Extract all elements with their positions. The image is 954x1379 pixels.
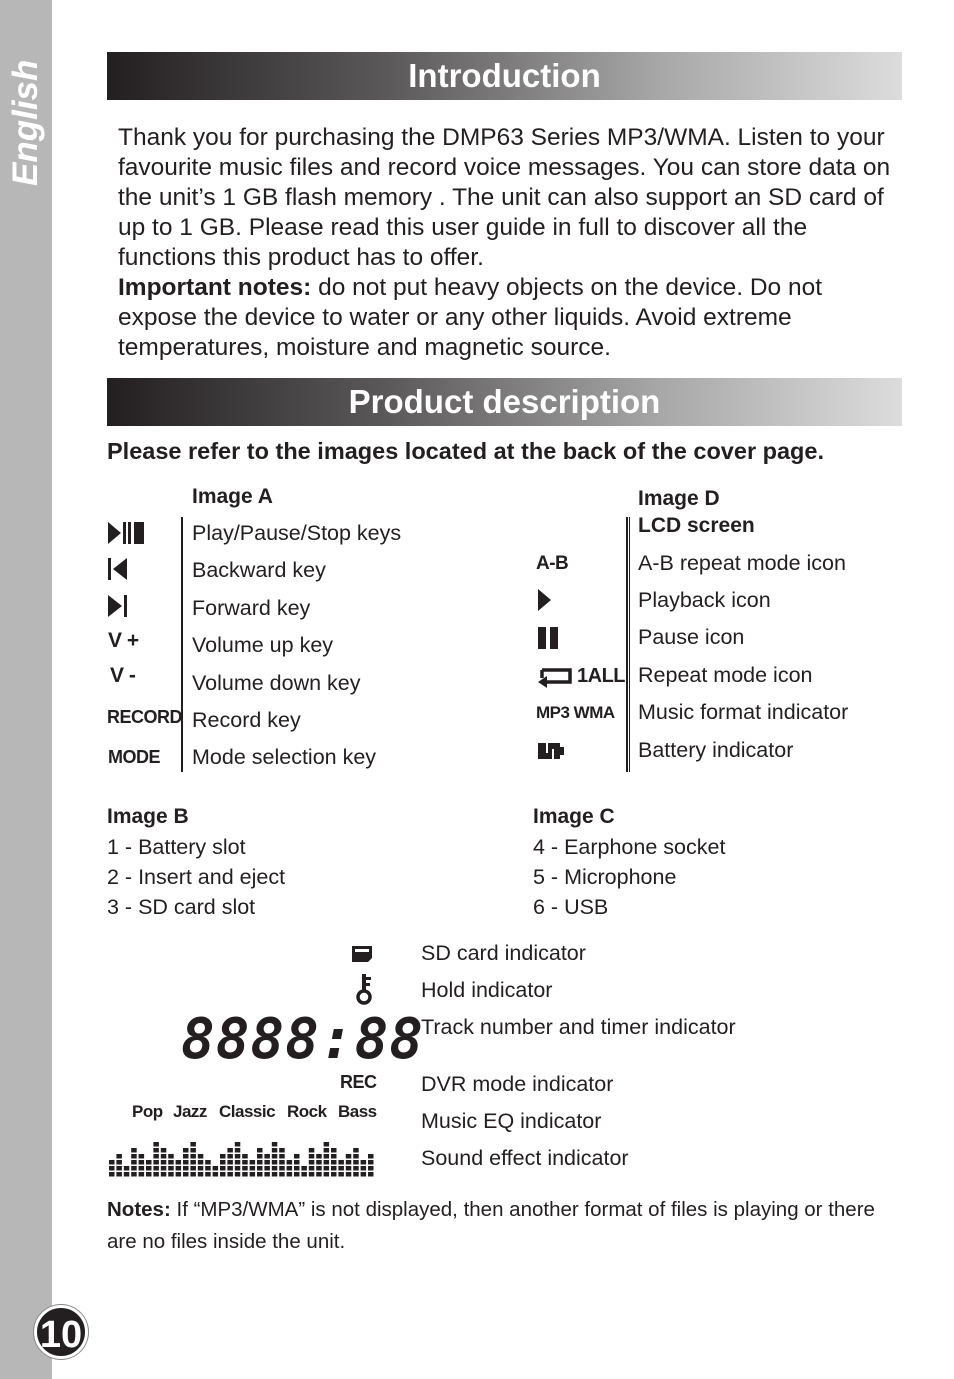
eq-bar-segment [131,1154,137,1159]
eq-bar-segment [353,1148,359,1153]
eq-bar-segment [176,1160,182,1165]
eq-bar-segment [338,1160,344,1165]
eq-bar-segment [235,1154,241,1159]
eq-bar-segment [361,1172,367,1177]
image-a-divider [181,517,183,772]
eq-bar-segment [168,1154,174,1159]
eq-bar-segment [168,1166,174,1171]
eq-bar-segment [190,1166,196,1171]
lcd-label-1: Hold indicator [421,978,553,1002]
image-d-label-3: Repeat mode icon [638,663,813,687]
play-pause-stop-icon [107,520,147,546]
image-c-item-2: 6 - USB [533,895,609,919]
eq-bar-segment [190,1148,196,1153]
eq-bar-segment [257,1166,263,1171]
eq-bar-segment [227,1166,233,1171]
eq-bar-segment [338,1166,344,1171]
eq-bar-segment [227,1148,233,1153]
eq-bar-segment [316,1172,322,1177]
eq-bar-segment [139,1154,145,1159]
eq-bar-segment [309,1154,315,1159]
eq-bar-segment [198,1154,204,1159]
eq-bar-segment [279,1160,285,1165]
eq-bar-segment [264,1160,270,1165]
sd-card-icon [350,945,374,968]
eq-bar-segment [168,1160,174,1165]
ab-repeat-icon: A-B [536,553,569,574]
eq-bar-segment [153,1148,159,1153]
eq-bar-segment [131,1172,137,1177]
eq-bar-segment [139,1172,145,1177]
eq-bar-segment [346,1160,352,1165]
eq-bar-segment [198,1172,204,1177]
lcd-label-2: Track number and timer indicator [421,1015,736,1039]
eq-bar-segment [353,1166,359,1171]
eq-bar-segment [146,1166,152,1171]
image-d-label-5: Battery indicator [638,738,794,762]
eq-bar-segment [257,1154,263,1159]
eq-bar-segment [153,1166,159,1171]
eq-bar-segment [257,1160,263,1165]
lcd-label-5: Sound effect indicator [421,1146,629,1170]
eq-bar-segment [331,1166,337,1171]
eq-bar-segment [242,1172,248,1177]
eq-bar-segment [331,1172,337,1177]
eq-bar-segment [316,1154,322,1159]
eq-bar-segment [235,1166,241,1171]
eq-bar-segment [279,1166,285,1171]
image-b-heading: Image B [107,805,189,828]
eq-bar-segment [146,1160,152,1165]
image-d-label-1: Playback icon [638,588,771,612]
eq-bar-segment [294,1160,300,1165]
image-c-heading: Image C [533,805,615,828]
eq-bar-segment [272,1148,278,1153]
eq-bar-segment [242,1160,248,1165]
image-a-label-3: Volume up key [192,633,334,657]
volume-down-icon: V - [110,664,136,687]
hold-key-icon [354,973,374,1010]
image-a-label-1: Backward key [192,558,326,582]
page-number: 10 [34,1305,88,1359]
eq-bar-segment [183,1148,189,1153]
lcd-digits: 8888:88 [181,1007,425,1072]
eq-bar-segment [316,1166,322,1171]
image-c-item-0: 4 - Earphone socket [533,835,726,859]
eq-classic: Classic [219,1102,276,1121]
image-c-item-1: 5 - Microphone [533,865,677,889]
eq-bar-segment [324,1160,330,1165]
notes [107,1194,907,1258]
introduction-text [118,123,902,363]
eq-bar-segment [301,1172,307,1177]
important-notes-label: Important notes: [118,274,312,301]
image-a-label-6: Mode selection key [192,745,377,769]
eq-bar-segment [324,1142,330,1147]
eq-bar-segment [220,1166,226,1171]
eq-bar-segment [368,1166,374,1171]
eq-bar-segment [353,1172,359,1177]
image-d-heading: Image D [638,487,720,510]
repeat-all-label: 1ALL [577,665,625,687]
eq-bar-segment [294,1154,300,1159]
backward-icon [107,556,131,582]
eq-bar-segment [183,1154,189,1159]
eq-bar-segment [116,1154,122,1159]
eq-bar-segment [190,1160,196,1165]
lcd-label-3: DVR mode indicator [421,1072,614,1096]
eq-bar-segment [153,1172,159,1177]
image-a-label-2: Forward key [192,596,311,620]
eq-bar-segment [324,1148,330,1153]
eq-bar-segment [190,1172,196,1177]
eq-bar-segment [279,1172,285,1177]
eq-bar-segment [257,1172,263,1177]
eq-bar-segment [279,1148,285,1153]
eq-bar-segment [346,1166,352,1171]
eq-bar-segment [272,1172,278,1177]
eq-jazz: Jazz [173,1102,207,1121]
eq-bar-segment [309,1160,315,1165]
eq-bar-segment [242,1166,248,1171]
notes-label: Notes: [107,1198,171,1221]
eq-bar-segment [198,1166,204,1171]
image-d-label-4: Music format indicator [638,700,849,724]
eq-bar-segment [331,1160,337,1165]
lcd-rec-label: REC [340,1072,377,1092]
eq-bar-segment [272,1142,278,1147]
eq-bar-segment [190,1142,196,1147]
eq-bar-segment [176,1166,182,1171]
image-d-subheading: LCD screen [638,514,755,537]
eq-bar-segment [309,1172,315,1177]
eq-bar-segment [227,1160,233,1165]
eq-bar-segment [353,1154,359,1159]
eq-bar-segment [146,1172,152,1177]
eq-bar-segment [368,1160,374,1165]
image-d-divider-1 [626,517,628,772]
eq-bar-segment [361,1166,367,1171]
image-b-item-0: 1 - Battery slot [107,835,246,859]
eq-bass: Bass [338,1102,377,1121]
eq-bar-segment [353,1160,359,1165]
eq-bar-segment [205,1172,211,1177]
eq-bar-segment [338,1172,344,1177]
eq-bar-segment [257,1148,263,1153]
play-triangle-icon [537,588,553,614]
eq-bar-segment [116,1160,122,1165]
eq-bar-segment [368,1154,374,1159]
eq-bar-segment [279,1154,285,1159]
eq-bar-segment [205,1166,211,1171]
eq-bar-segment [227,1172,233,1177]
image-b-item-1: 2 - Insert and eject [107,865,286,889]
eq-bar-segment [153,1154,159,1159]
eq-bar-segment [131,1160,137,1165]
eq-bar-segment [124,1166,130,1171]
eq-bar-segment [250,1166,256,1171]
eq-bar-segment [346,1172,352,1177]
eq-bar-segment [264,1172,270,1177]
eq-bar-segment [324,1154,330,1159]
eq-bar-segment [176,1172,182,1177]
eq-bar-segment [235,1172,241,1177]
product-description-heading: Product description [107,378,902,426]
eq-bar-segment [235,1160,241,1165]
eq-bar-segment [294,1172,300,1177]
image-d-divider-2 [629,517,630,772]
eq-bar-segment [220,1160,226,1165]
eq-bar-segment [309,1166,315,1171]
eq-bar-segment [205,1160,211,1165]
eq-bar-segment [139,1160,145,1165]
image-a-heading: Image A [192,485,273,508]
eq-bar-segment [272,1160,278,1165]
eq-bar-segment [161,1166,167,1171]
eq-bar-segment [250,1160,256,1165]
eq-bar-segment [235,1148,241,1153]
eq-pop: Pop [132,1102,163,1121]
image-a-label-4: Volume down key [192,671,361,695]
lcd-label-4: Music EQ indicator [421,1109,602,1133]
eq-bar-segment [331,1148,337,1153]
introduction-heading: Introduction [107,52,902,100]
eq-bar-segment [161,1148,167,1153]
eq-bar-segment [190,1154,196,1159]
notes-text: If “MP3/WMA” is not displayed, then another format of files is playing or there are no files inside the unit. [107,1198,875,1253]
eq-bar-segment [213,1166,219,1171]
eq-bar-segment [287,1160,293,1165]
refer-note: Please refer to the images located at the back of the cover page. [107,438,825,464]
eq-bar-segment [109,1172,115,1177]
eq-bar-segment [287,1172,293,1177]
eq-bar-segment [161,1172,167,1177]
eq-bar-segment [301,1166,307,1171]
eq-bar-segment [242,1154,248,1159]
image-b-item-2: 3 - SD card slot [107,895,256,919]
battery-icon [537,740,565,766]
eq-bar-segment [131,1166,137,1171]
eq-bar-segment [161,1160,167,1165]
eq-bar-segment [220,1172,226,1177]
eq-bar-segment [316,1160,322,1165]
eq-bar-segment [272,1166,278,1171]
important-notes-text: do not put heavy objects on the device. Do not expose the device to water or any other liquids. Avoid extreme temperatures, moisture and magnetic source. [118,274,823,361]
eq-bar-segment [183,1166,189,1171]
volume-up-icon: V + [108,629,139,652]
image-d-label-2: Pause icon [638,625,745,649]
lcd-label-0: SD card indicator [421,941,586,965]
eq-bar-segment [368,1172,374,1177]
introduction-body: Thank you for purchasing the DMP63 Series MP3/WMA. Listen to your favourite music files and record voice messages. You can store data on the unit’s 1 GB flash memory . The unit can also support an SD card of up to 1 GB. Please read this user guide in full to discover all the functions this product has to offer. [118,124,891,271]
eq-bar-segment [250,1172,256,1177]
language-sidebar [0,0,52,1379]
eq-bar-segment [361,1160,367,1165]
language-label: English [6,59,45,186]
eq-bar-segment [124,1172,130,1177]
mode-key-icon: MODE [108,747,160,767]
eq-bar-segment [272,1154,278,1159]
eq-bar-segment [139,1166,145,1171]
sound-effect-bars-icon [109,1138,377,1185]
image-a-label-0: Play/Pause/Stop keys [192,521,402,545]
eq-bar-segment [183,1160,189,1165]
eq-bar-segment [116,1172,122,1177]
pause-icon [537,626,561,652]
eq-bar-segment [116,1166,122,1171]
eq-bar-segment [220,1154,226,1159]
eq-bar-segment [213,1172,219,1177]
eq-bar-segment [235,1142,241,1147]
image-a-label-5: Record key [192,708,301,732]
eq-bar-segment [227,1154,233,1159]
forward-icon [107,593,131,619]
eq-bar-segment [198,1160,204,1165]
eq-bar-segment [183,1172,189,1177]
eq-bar-segment [346,1154,352,1159]
eq-bar-segment [324,1172,330,1177]
eq-bar-segment [287,1166,293,1171]
eq-bar-segment [309,1148,315,1153]
record-key-icon: RECORD [107,707,183,727]
music-format-icon: MP3 WMA [536,703,615,722]
eq-bar-segment [131,1148,137,1153]
eq-bar-segment [264,1154,270,1159]
image-d-label-0: A-B repeat mode icon [638,551,846,575]
repeat-icon [536,664,576,690]
eq-bar-segment [331,1154,337,1159]
eq-bar-segment [109,1160,115,1165]
eq-bar-segment [168,1172,174,1177]
eq-bar-segment [109,1166,115,1171]
eq-bar-segment [153,1142,159,1147]
eq-bar-segment [324,1166,330,1171]
eq-bar-segment [264,1166,270,1171]
eq-bar-segment [153,1160,159,1165]
eq-bar-segment [161,1154,167,1159]
eq-rock: Rock [287,1102,327,1121]
eq-bar-segment [294,1166,300,1171]
